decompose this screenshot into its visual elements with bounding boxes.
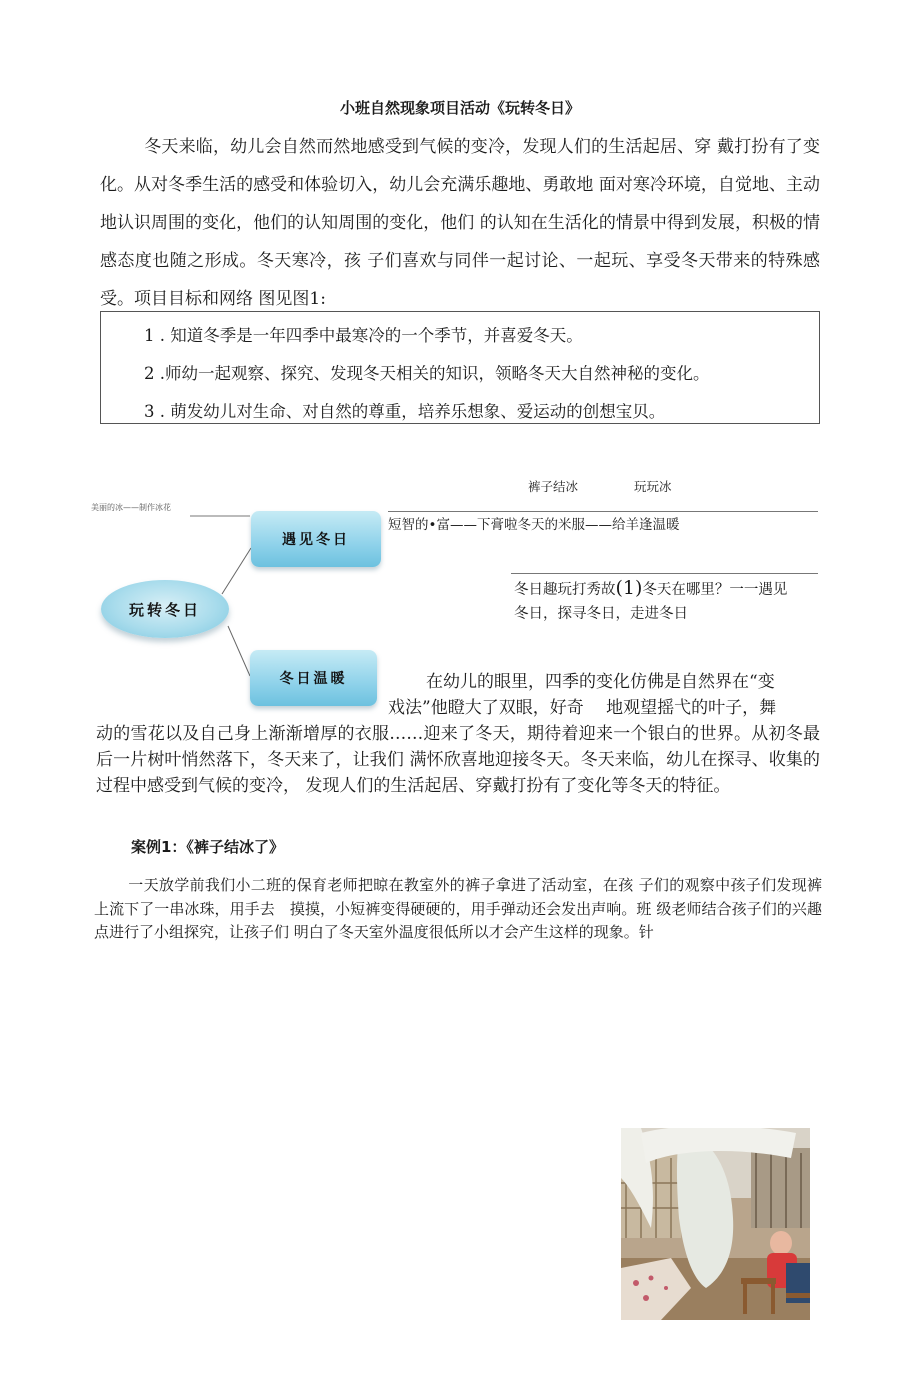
connector-line [222,548,251,594]
para2-line2: 戏法”他瞪大了双眼，好奇 地观望摇弋的叶子，舞 [388,698,777,718]
branch2-number: (1) [615,577,643,599]
network-label-pants-freeze: 裤子结冰 [528,479,579,494]
network-label-ice-flower: 美丽的冰——制作冰花 [91,503,171,512]
branch2-text-a: 冬日趣玩打秀故 [514,582,616,598]
branch-node-meet-winter: 遇见冬日 [251,511,381,567]
classroom-photo-drawing [621,1128,810,1320]
case-title: 案例1：《裤子结冰了》 [131,838,284,856]
case-body [94,874,822,945]
goal-item: 1 . 知道冬季是一年四季中最寒冷的一个季节，并喜爱冬天。 [144,326,583,345]
classroom-photo [621,1128,810,1320]
branch2-text-c: 冬日，探寻冬日，走进冬日 [514,606,688,622]
connector-line [228,626,250,676]
branch2-text-b: 冬天在哪里？一一遇见 [642,582,788,598]
branch-node-warm-winter: 冬日温暖 [250,650,377,706]
para2-line1: 在幼儿的眼里，四季的变化仿佛是自然界在“变 [426,672,775,692]
network-label-play-ice: 玩玩冰 [634,479,672,494]
center-node: 玩转冬日 [101,580,229,638]
goal-item: 3 . 萌发幼儿对生命、对自然的尊重，培养乐想象、爱运动的创想宝贝。 [144,402,666,421]
page-title: 小班自然现象项目活动《玩转冬日》 [339,99,580,117]
para2-body: 动的雪花以及自己身上渐渐增厚的衣服……迎来了冬天，期待着迎来一个银白的世界。从初冬最后一片树叶悄然落下，冬天来了，让我们 满怀欣喜地迎接冬天。冬天来临，幼儿在探寻、收集的过程中感受到气候的变冷， 发现人们的生活起居、穿戴打扮有了变化等冬天的特征。 [96,724,820,796]
branch1-text: 短智的•富——下膏啦冬天的米服——给羊逢温暖 [388,517,680,533]
case-body-text: 一天放学前我们小二班的保育老师把晾在教室外的裤子拿进了活动室，在孩 子们的观察中孩子们发现裤上流下了一串冰珠，用手去 摸摸，小短裤变得硬硬的，用手弹动还会发出声响。班 级老师结合孩子们的兴趣点进行了小组探究，让孩子们 明白了冬天室外温度很低所以才会产生这样的现象。针 [94,876,822,941]
intro-text: 冬天来临，幼儿会自然而然地感受到气候的变冷，发现人们的生活起居、穿 戴打扮有了变化。从对冬季生活的感受和体验切入，幼儿会充满乐趣地、勇敢地 面对寒冷环境，自觉地、主动地认识周围的变化，他们的认知周围的变化，他们 的认知在生活化的情景中得到发展，积极的情感态度也随之形成。冬天寒冷，孩 子们喜欢与同伴一起讨论、一起玩、享受冬天带来的特殊感受。项目目标和网络 图见图1: [100,137,820,309]
goal-item: 2 .师幼一起观察、探究、发现冬天相关的知识，领略冬天大自然神秘的变化。 [144,364,710,383]
